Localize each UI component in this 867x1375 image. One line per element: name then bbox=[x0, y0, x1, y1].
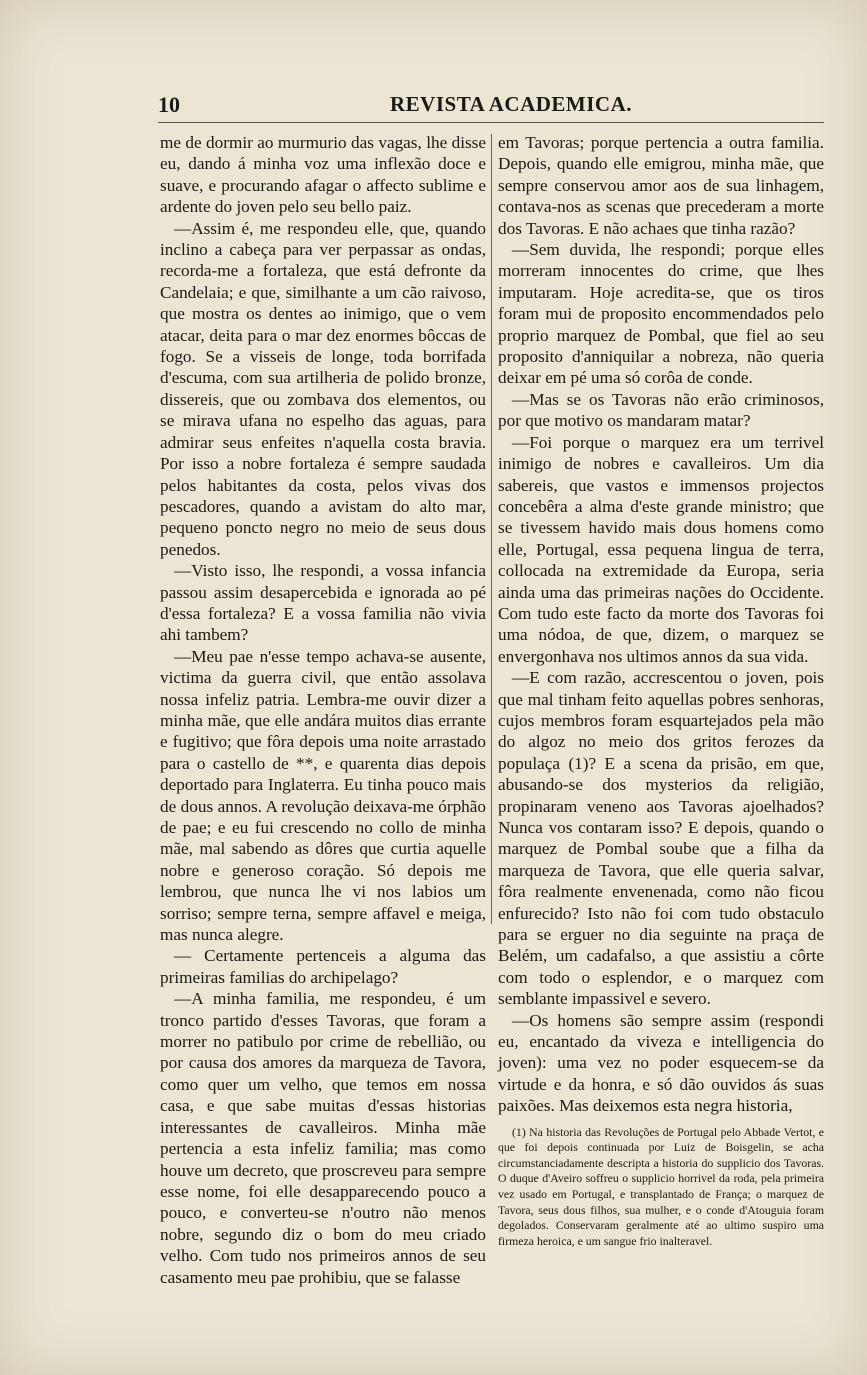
paragraph: —Meu pae n'esse tempo achava-se ausente, victima da guerra civil, que então assolava nossa infeliz patria. Lembra-me ouvir dizer a minha mãe, que elle andára muitos dias errante e fugitivo; que fôra depois uma noite arrastado para o castello de **, e quarenta dias depois deportado para Inglaterra. Eu tinha pouco mais de dous annos. A revolução deixava-me órphão de pae; e eu fui crescendo no collo de minha mãe, mal sabendo as dôres que curtia aquelle nobre e generoso coração. Só depois me lembrou, que nunca lhe vi nos labios um sorriso; sempre terna, sempre affavel e meiga, mas nunca alegre. bbox=[160, 646, 486, 945]
paragraph: —Visto isso, lhe respondi, a vossa infancia passou assim desapercebida e ignorada ao pé d'essa fortaleza? E a vossa familia não vivia ahi tambem? bbox=[160, 561, 486, 645]
running-header bbox=[158, 92, 824, 123]
paragraph: —Mas se os Tavoras não erão criminosos, por que motivo os mandaram matar? bbox=[498, 389, 824, 431]
running-title: REVISTA ACADEMICA. bbox=[390, 92, 632, 116]
paragraph: —E com razão, accrescentou o joven, pois que mal tinham feito aquellas pobres senhoras, cujos membros foram esquartejados pela mão do algoz no meio dos gritos ferozes da populaça (1)? E a scena da prisão, em que, abusando-se dos mysterios da religião, propinaram veneno aos Tavoras ajoelhados? Nunca vos contaram isso? E depois, quando o marquez de Pombal soube que a filha da marqueza de Tavora, que elle queria salvar, fôra realmente envenenada, como não ficou enfurecido? Isto não foi com tudo obstaculo para se erguer no dia seguinte na praça de Belém, um cadafalso, a que assistiu a côrte com todo o esplendor, e o marquez com semblante impassivel e severo. bbox=[498, 668, 824, 1009]
page-number: 10 bbox=[158, 92, 180, 117]
paragraph: em Tavoras; porque pertencia a outra familia. Depois, quando elle emigrou, minha mãe, que sempre conservou amor aos de sua linhagem, contava-nos as scenas que precederam a morte dos Tavoras. E não achaes que tinha razão? bbox=[498, 133, 824, 238]
right-column bbox=[498, 132, 824, 1249]
paragraph: —A minha familia, me respondeu, é um tronco partido d'esses Tavoras, que foram a morrer no patibulo por crime de rebellião, ou por causa dos amores da marqueza de Tavora, como quer um velho, que temos em nossa casa, e que sabe muitas d'essas historias interessantes de cavalleiros. Minha mãe pertencia a esta infeliz familia; mas como houve um decreto, que proscreveu para sempre esse nome, foi elle desapparecendo pouco a pouco, e converteu-se n'outro não menos nobre, segundo diz o bom do meu criado velho. Com tudo nos primeiros annos de seu casamento meu pae prohibiu, que se falasse bbox=[160, 989, 486, 1287]
paragraph: — Certamente pertenceis a alguma das primeiras familias do archipelago? bbox=[160, 946, 486, 987]
paragraph: —Assim é, me respondeu elle, que, quando inclino a cabeça para ver perpassar as ondas, recorda-me a fortaleza, que está defronte da Candelaia; e que, similhante a um cão raivoso, que mostra os dentes ao inimigo, que o vem atacar, deita para o mar dez enormes bôccas de fogo. Se a visseis de longe, toda borrifada d'escuma, com sua artilheria de polido bronze, dissereis, que ou zombava dos elementos, ou se mirava ufana no espelho das aguas, para admirar seus enfeites n'aquella costa bravia. Por isso a nobre fortaleza é sempre saudada pelos habitantes da costa, pelos vivas dos pescadores, quando a avistam do alto mar, pequeno poncto negro no meio de seus dous penedos. bbox=[160, 218, 486, 559]
footnote: (1) Na historia das Revoluções de Portugal pelo Abbade Vertot, e que foi depois continuada por Luiz de Boisgelin, se acha circumstanciadamente descripta a historia do supplicio dos Tavoras. O duque d'Aveiro soffreu o supplicio horrivel da roda, pela primeira vez usado em Portugal, e transplantado de França; o marquez de Tavora, seus dous filhos, sua mulher, e o conde d'Atouguia foram degolados. Conservaram geralmente até ao ultimo suspiro uma firmeza heroica, e um sangue frio inalteravel. bbox=[498, 1124, 824, 1248]
paragraph: me de dormir ao murmurio das vagas, lhe disse eu, dando á minha voz uma inflexão doce e suave, e procurando afagar o affecto sublime e ardente do joven pelo seu bello paiz. bbox=[160, 133, 486, 217]
column-divider bbox=[491, 134, 492, 924]
paragraph: —Sem duvida, lhe respondi; porque elles morreram innocentes do crime, que lhes imputaram. Hoje acredita-se, que os tiros foram mui de proposito encommendados pelo proprio marquez de Pombal, que fiel ao seu proposito d'anniquilar a nobreza, não queria deixar em pé uma só corôa de conde. bbox=[498, 240, 824, 388]
paragraph: —Os homens são sempre assim (respondi eu, encantado da viveza e intelligencia do joven): uma vez no poder esquecem-se da virtude e da honra, e só dão ouvidos ás suas paixões. Mas deixemos esta negra historia, bbox=[498, 1010, 824, 1116]
paragraph: —Foi porque o marquez era um terrivel inimigo de nobres e cavalleiros. Um dia sabereis, que vastos e immensos projectos concebêra a alma d'este grande ministro; que se tivessem havido mais dous homens como elle, Portugal, essa pequena lingua de terra, collocada na extremidade da Europa, seria ainda uma das primeiras nações do Occidente. Com tudo este facto da morte dos Tavoras foi uma nódoa, de que, dizem, o marquez se envergonhava nos ultimos annos da sua vida. bbox=[498, 432, 824, 666]
left-column bbox=[160, 132, 486, 1288]
